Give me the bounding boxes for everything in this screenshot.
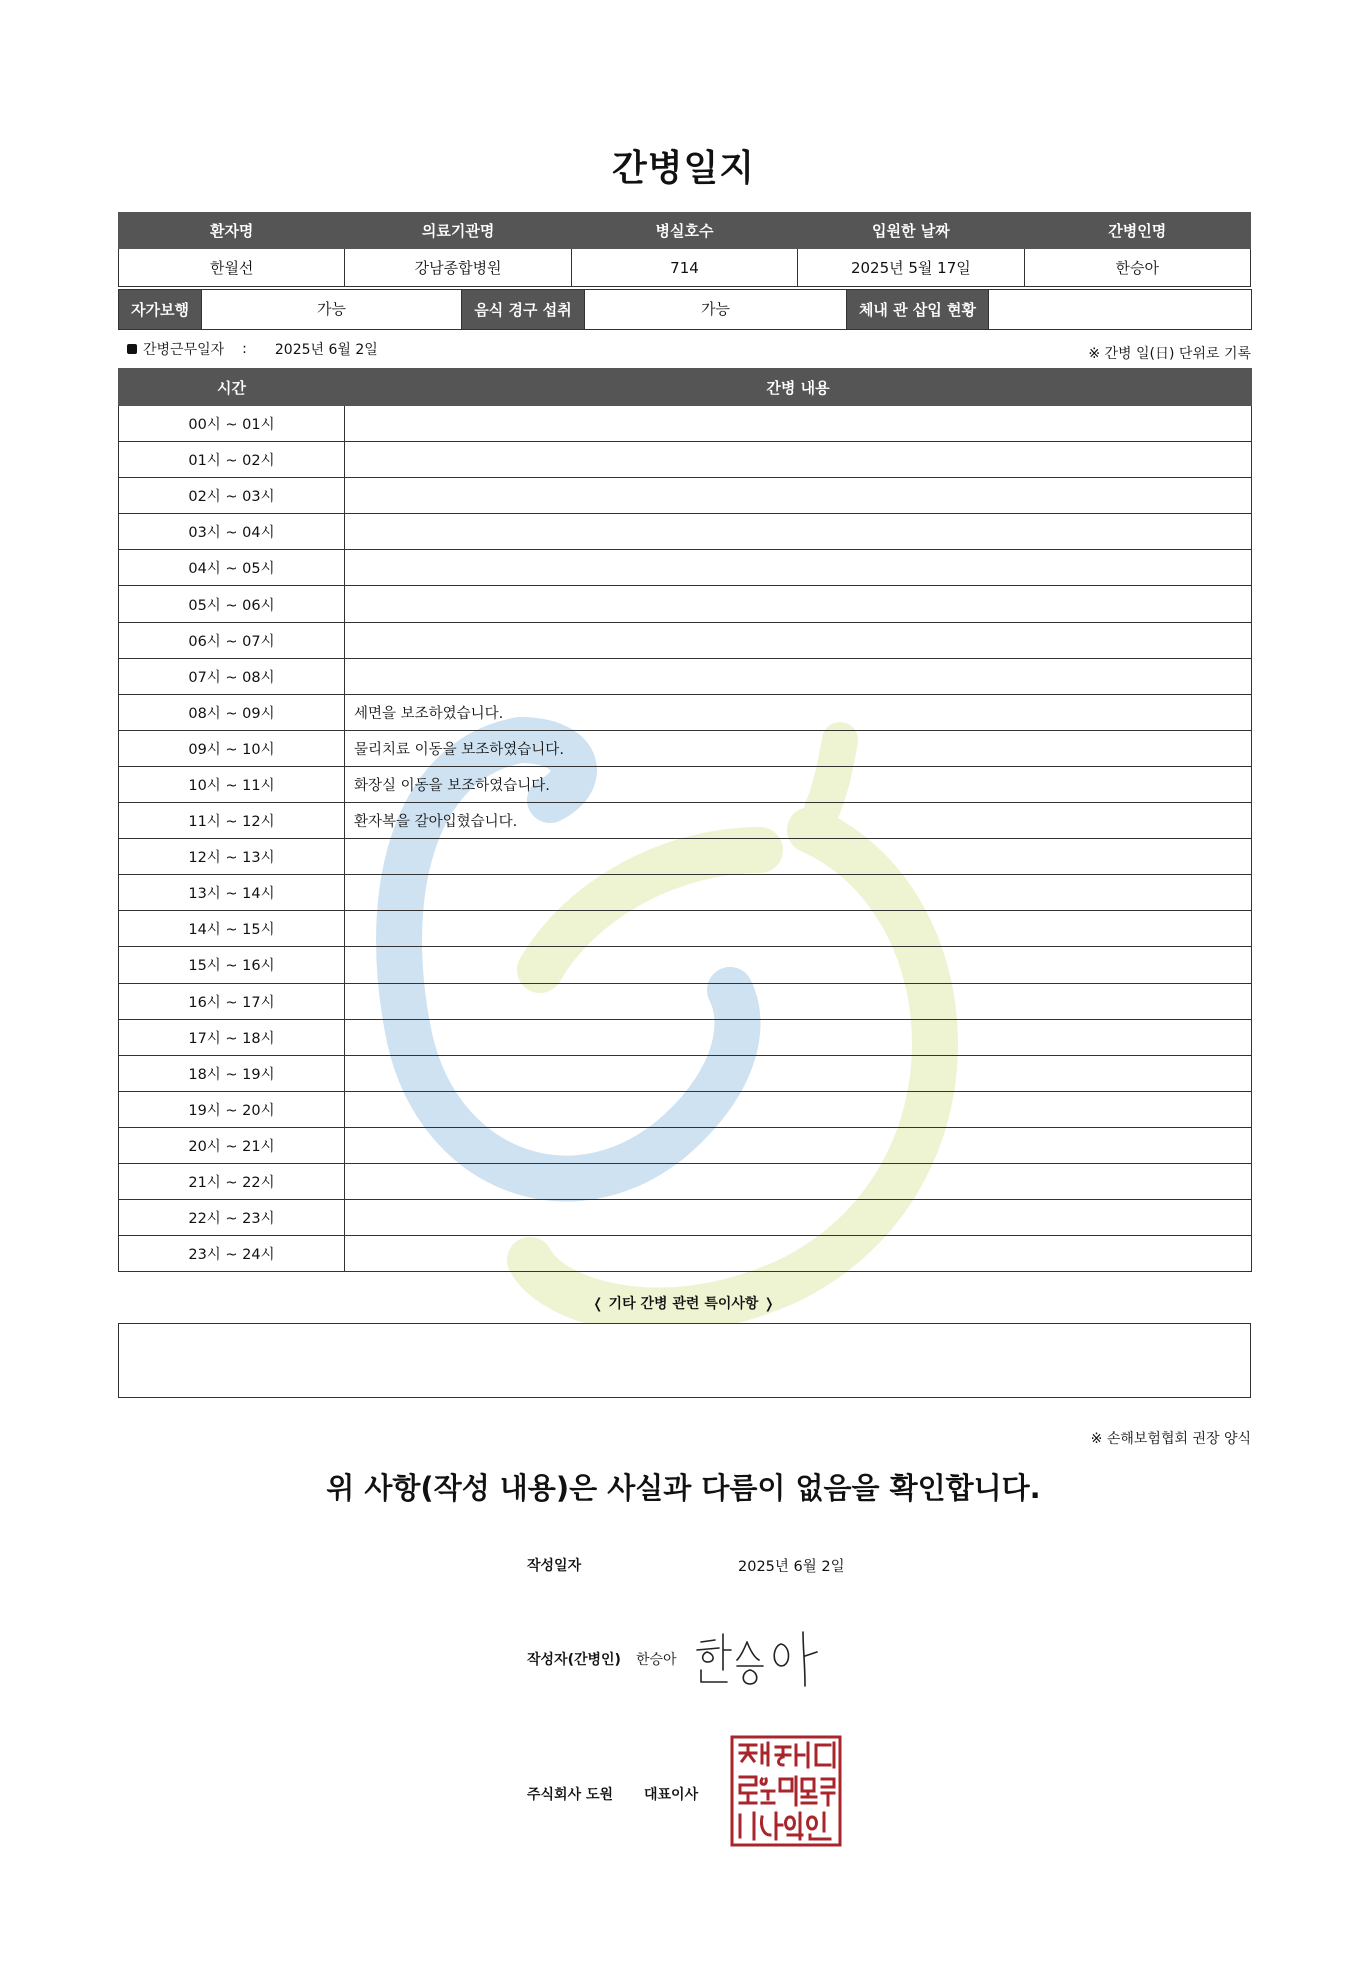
schedule-content [345, 1127, 1252, 1163]
schedule-time: 12시 ~ 13시 [119, 839, 345, 875]
schedule-content [345, 406, 1252, 442]
header-caregiver-name: 간병인명 [1024, 213, 1250, 249]
time-header: 시간 [119, 369, 345, 406]
oral-intake-value: 가능 [585, 290, 847, 330]
schedule-time: 21시 ~ 22시 [119, 1163, 345, 1199]
schedule-row [119, 947, 1252, 983]
schedule-time: 17시 ~ 18시 [119, 1019, 345, 1055]
header-room-number: 병실호수 [571, 213, 797, 249]
confirm-statement: 위 사항(작성 내용)은 사실과 다름이 없음을 확인합니다. [326, 1471, 1041, 1505]
writer-label: 작성자(간병인) [527, 1652, 621, 1668]
schedule-time: 09시 ~ 10시 [119, 730, 345, 766]
schedule-content: 환자복을 갈아입혔습니다. [345, 803, 1252, 839]
unit-note: ※ 간병 일(日) 단위로 기록 [1088, 346, 1251, 362]
bullet-square-icon [127, 344, 137, 354]
schedule-content: 세면을 보조하였습니다. [345, 694, 1252, 730]
work-date-label: 간병근무일자 [143, 342, 225, 358]
remarks-box [118, 1323, 1251, 1398]
schedule-row [119, 766, 1252, 802]
schedule-row [119, 1236, 1252, 1272]
schedule-time: 23시 ~ 24시 [119, 1236, 345, 1272]
tube-label: 체내 관 삽입 현황 [847, 290, 989, 330]
oral-intake-label: 음식 경구 섭취 [462, 290, 585, 330]
schedule-row [119, 658, 1252, 694]
self-walk-label: 자가보행 [119, 290, 202, 330]
schedule-row [119, 694, 1252, 730]
schedule-content [345, 658, 1252, 694]
schedule-time: 20시 ~ 21시 [119, 1127, 345, 1163]
schedule-content [345, 1163, 1252, 1199]
self-walk-value: 가능 [202, 290, 462, 330]
schedule-row [119, 550, 1252, 586]
schedule-time: 08시 ~ 09시 [119, 694, 345, 730]
ceo-label: 대표이사 [644, 1787, 699, 1803]
schedule-row [119, 983, 1252, 1019]
schedule-content [345, 478, 1252, 514]
date-value: 2025년 6월 2일 [738, 1559, 845, 1575]
schedule-content [345, 550, 1252, 586]
schedule-content [345, 911, 1252, 947]
schedule-row [119, 622, 1252, 658]
schedule-time: 13시 ~ 14시 [119, 875, 345, 911]
remarks-title: ❬ 기타 간병 관련 특이사항 ❭ [591, 1296, 776, 1312]
schedule-time: 18시 ~ 19시 [119, 1055, 345, 1091]
work-date-value: 2025년 6월 2일 [274, 342, 378, 358]
schedule-row [119, 1200, 1252, 1236]
schedule-row [119, 1091, 1252, 1127]
room-number-value: 714 [571, 249, 797, 287]
schedule-row [119, 1019, 1252, 1055]
schedule-content [345, 1200, 1252, 1236]
schedule-row [119, 406, 1252, 442]
schedule-content [345, 1055, 1252, 1091]
schedule-row [119, 911, 1252, 947]
schedule-time: 14시 ~ 15시 [119, 911, 345, 947]
schedule-time: 10시 ~ 11시 [119, 766, 345, 802]
header-hospital-name: 의료기관명 [345, 213, 571, 249]
schedule-time: 16시 ~ 17시 [119, 983, 345, 1019]
handwritten-signature [693, 1628, 833, 1688]
schedule-time: 02시 ~ 03시 [119, 478, 345, 514]
schedule-content [345, 875, 1252, 911]
schedule-content [345, 514, 1252, 550]
patient-status-table [118, 289, 1252, 330]
schedule-content [345, 947, 1252, 983]
schedule-time: 15시 ~ 16시 [119, 947, 345, 983]
schedule-content [345, 586, 1252, 622]
schedule-row [119, 839, 1252, 875]
schedule-time: 19시 ~ 20시 [119, 1091, 345, 1127]
patient-name-value: 한월선 [119, 249, 345, 287]
page-title: 간병일지 [611, 148, 756, 189]
schedule-content [345, 622, 1252, 658]
writer-value: 한승아 [636, 1652, 677, 1668]
care-schedule-table [118, 368, 1252, 1272]
hospital-name-value: 강남종합병원 [345, 249, 571, 287]
content-header: 간병 내용 [345, 369, 1252, 406]
caregiver-name-value: 한승아 [1024, 249, 1250, 287]
schedule-time: 22시 ~ 23시 [119, 1200, 345, 1236]
schedule-time: 07시 ~ 08시 [119, 658, 345, 694]
company-label: 주식회사 도원 [527, 1787, 614, 1803]
schedule-content [345, 839, 1252, 875]
schedule-time: 04시 ~ 05시 [119, 550, 345, 586]
schedule-time: 05시 ~ 06시 [119, 586, 345, 622]
patient-info-table [118, 212, 1251, 287]
schedule-content [345, 442, 1252, 478]
recommend-note: ※ 손해보험협회 권장 양식 [1090, 1431, 1251, 1447]
schedule-row [119, 803, 1252, 839]
schedule-row [119, 730, 1252, 766]
schedule-content [345, 1091, 1252, 1127]
schedule-content [345, 1019, 1252, 1055]
schedule-time: 03시 ~ 04시 [119, 514, 345, 550]
schedule-row [119, 1163, 1252, 1199]
schedule-row [119, 514, 1252, 550]
schedule-content: 물리치료 이동을 보조하였습니다. [345, 730, 1252, 766]
work-date-colon: : [242, 341, 247, 357]
work-date [127, 339, 378, 359]
tube-value [989, 290, 1252, 330]
schedule-content [345, 1236, 1252, 1272]
header-admission-date: 입원한 날짜 [798, 213, 1024, 249]
company-seal [730, 1735, 842, 1847]
header-patient-name: 환자명 [119, 213, 345, 249]
schedule-row [119, 442, 1252, 478]
admission-date-value: 2025년 5월 17일 [798, 249, 1024, 287]
date-label: 작성일자 [527, 1558, 582, 1574]
schedule-time: 01시 ~ 02시 [119, 442, 345, 478]
schedule-row [119, 875, 1252, 911]
schedule-row [119, 1055, 1252, 1091]
schedule-time: 06시 ~ 07시 [119, 622, 345, 658]
schedule-time: 00시 ~ 01시 [119, 406, 345, 442]
schedule-row [119, 586, 1252, 622]
schedule-row [119, 1127, 1252, 1163]
schedule-row [119, 478, 1252, 514]
schedule-time: 11시 ~ 12시 [119, 803, 345, 839]
schedule-content [345, 983, 1252, 1019]
schedule-content: 화장실 이동을 보조하였습니다. [345, 766, 1252, 802]
